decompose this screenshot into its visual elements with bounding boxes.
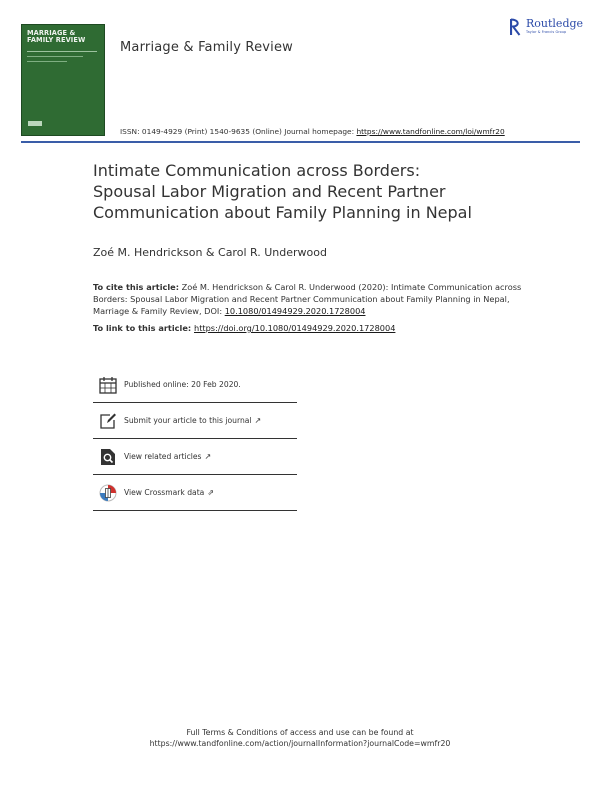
edit-icon bbox=[99, 412, 117, 430]
article-link-line: To link to this article: https://doi.org/10.1080/01494929.2020.1728004 bbox=[93, 323, 396, 333]
journal-cover-image bbox=[21, 24, 105, 136]
crossmark-icon bbox=[99, 484, 117, 502]
search-document-icon bbox=[99, 448, 117, 466]
article-title: Intimate Communication across Borders: Spousal Labor Migration and Recent Partner Communication about Family Planning in Nepal bbox=[93, 161, 472, 222]
citation-doi-link[interactable]: 10.1080/01494929.2020.1728004 bbox=[224, 306, 366, 316]
related-articles-link[interactable]: View related articles ↗ bbox=[124, 452, 212, 461]
related-articles-item[interactable] bbox=[93, 438, 297, 475]
crossmark-arrow-icon: ⇗ bbox=[207, 488, 215, 497]
issn-line: ISSN: 0149-4929 (Print) 1540-9635 (Online) Journal homepage: https://www.tandfonline.com/loi/wmfr20 bbox=[120, 127, 505, 136]
routledge-r-icon bbox=[510, 18, 521, 36]
journal-title[interactable]: Marriage & Family Review bbox=[120, 40, 294, 55]
cover-rule bbox=[27, 56, 83, 57]
terms-link[interactable]: https://www.tandfonline.com/action/journalInformation?journalCode=wmfr20 bbox=[149, 739, 451, 748]
article-authors: Zoé M. Hendrickson & Carol R. Underwood bbox=[93, 246, 327, 259]
submit-article-item[interactable] bbox=[93, 402, 297, 439]
external-link-icon: ↗ bbox=[254, 416, 262, 425]
cover-rule bbox=[27, 61, 67, 62]
journal-homepage-link[interactable]: https://www.tandfonline.com/loi/wmfr20 bbox=[356, 127, 505, 136]
article-doi-link[interactable]: https://doi.org/10.1080/01494929.2020.1728004 bbox=[194, 323, 396, 333]
submit-article-link[interactable]: Submit your article to this journal ↗ bbox=[124, 416, 262, 425]
cover-publisher-mark bbox=[28, 121, 42, 126]
cover-rule bbox=[27, 51, 97, 52]
publisher-name: Routledge bbox=[526, 17, 584, 30]
crossmark-item[interactable] bbox=[93, 474, 297, 511]
footer-terms: Full Terms & Conditions of access and use can be found at https://www.tandfonline.com/action/journalInformation?journalCode=wmfr20 bbox=[0, 727, 600, 749]
calendar-icon bbox=[99, 376, 117, 394]
publisher-tagline: Taylor & Francis Group bbox=[526, 30, 567, 34]
external-link-icon: ↗ bbox=[204, 452, 212, 461]
published-online-item: Published online: 20 Feb 2020. bbox=[93, 366, 297, 403]
header-divider bbox=[21, 141, 580, 143]
citation-block: To cite this article: Zoé M. Hendrickson & Carol R. Underwood (2020): Intimate Communication across Borders: Spousal Labor Migration and Recent Partner Communication about Family Planning in Nepal, Marriage & Family Review, DOI: 10.1080/01494929.2020.1728004 bbox=[93, 282, 522, 316]
crossmark-link[interactable]: View Crossmark data ⇗ bbox=[124, 488, 215, 497]
cover-title: MARRIAGE & FAMILY REVIEW bbox=[27, 29, 86, 44]
